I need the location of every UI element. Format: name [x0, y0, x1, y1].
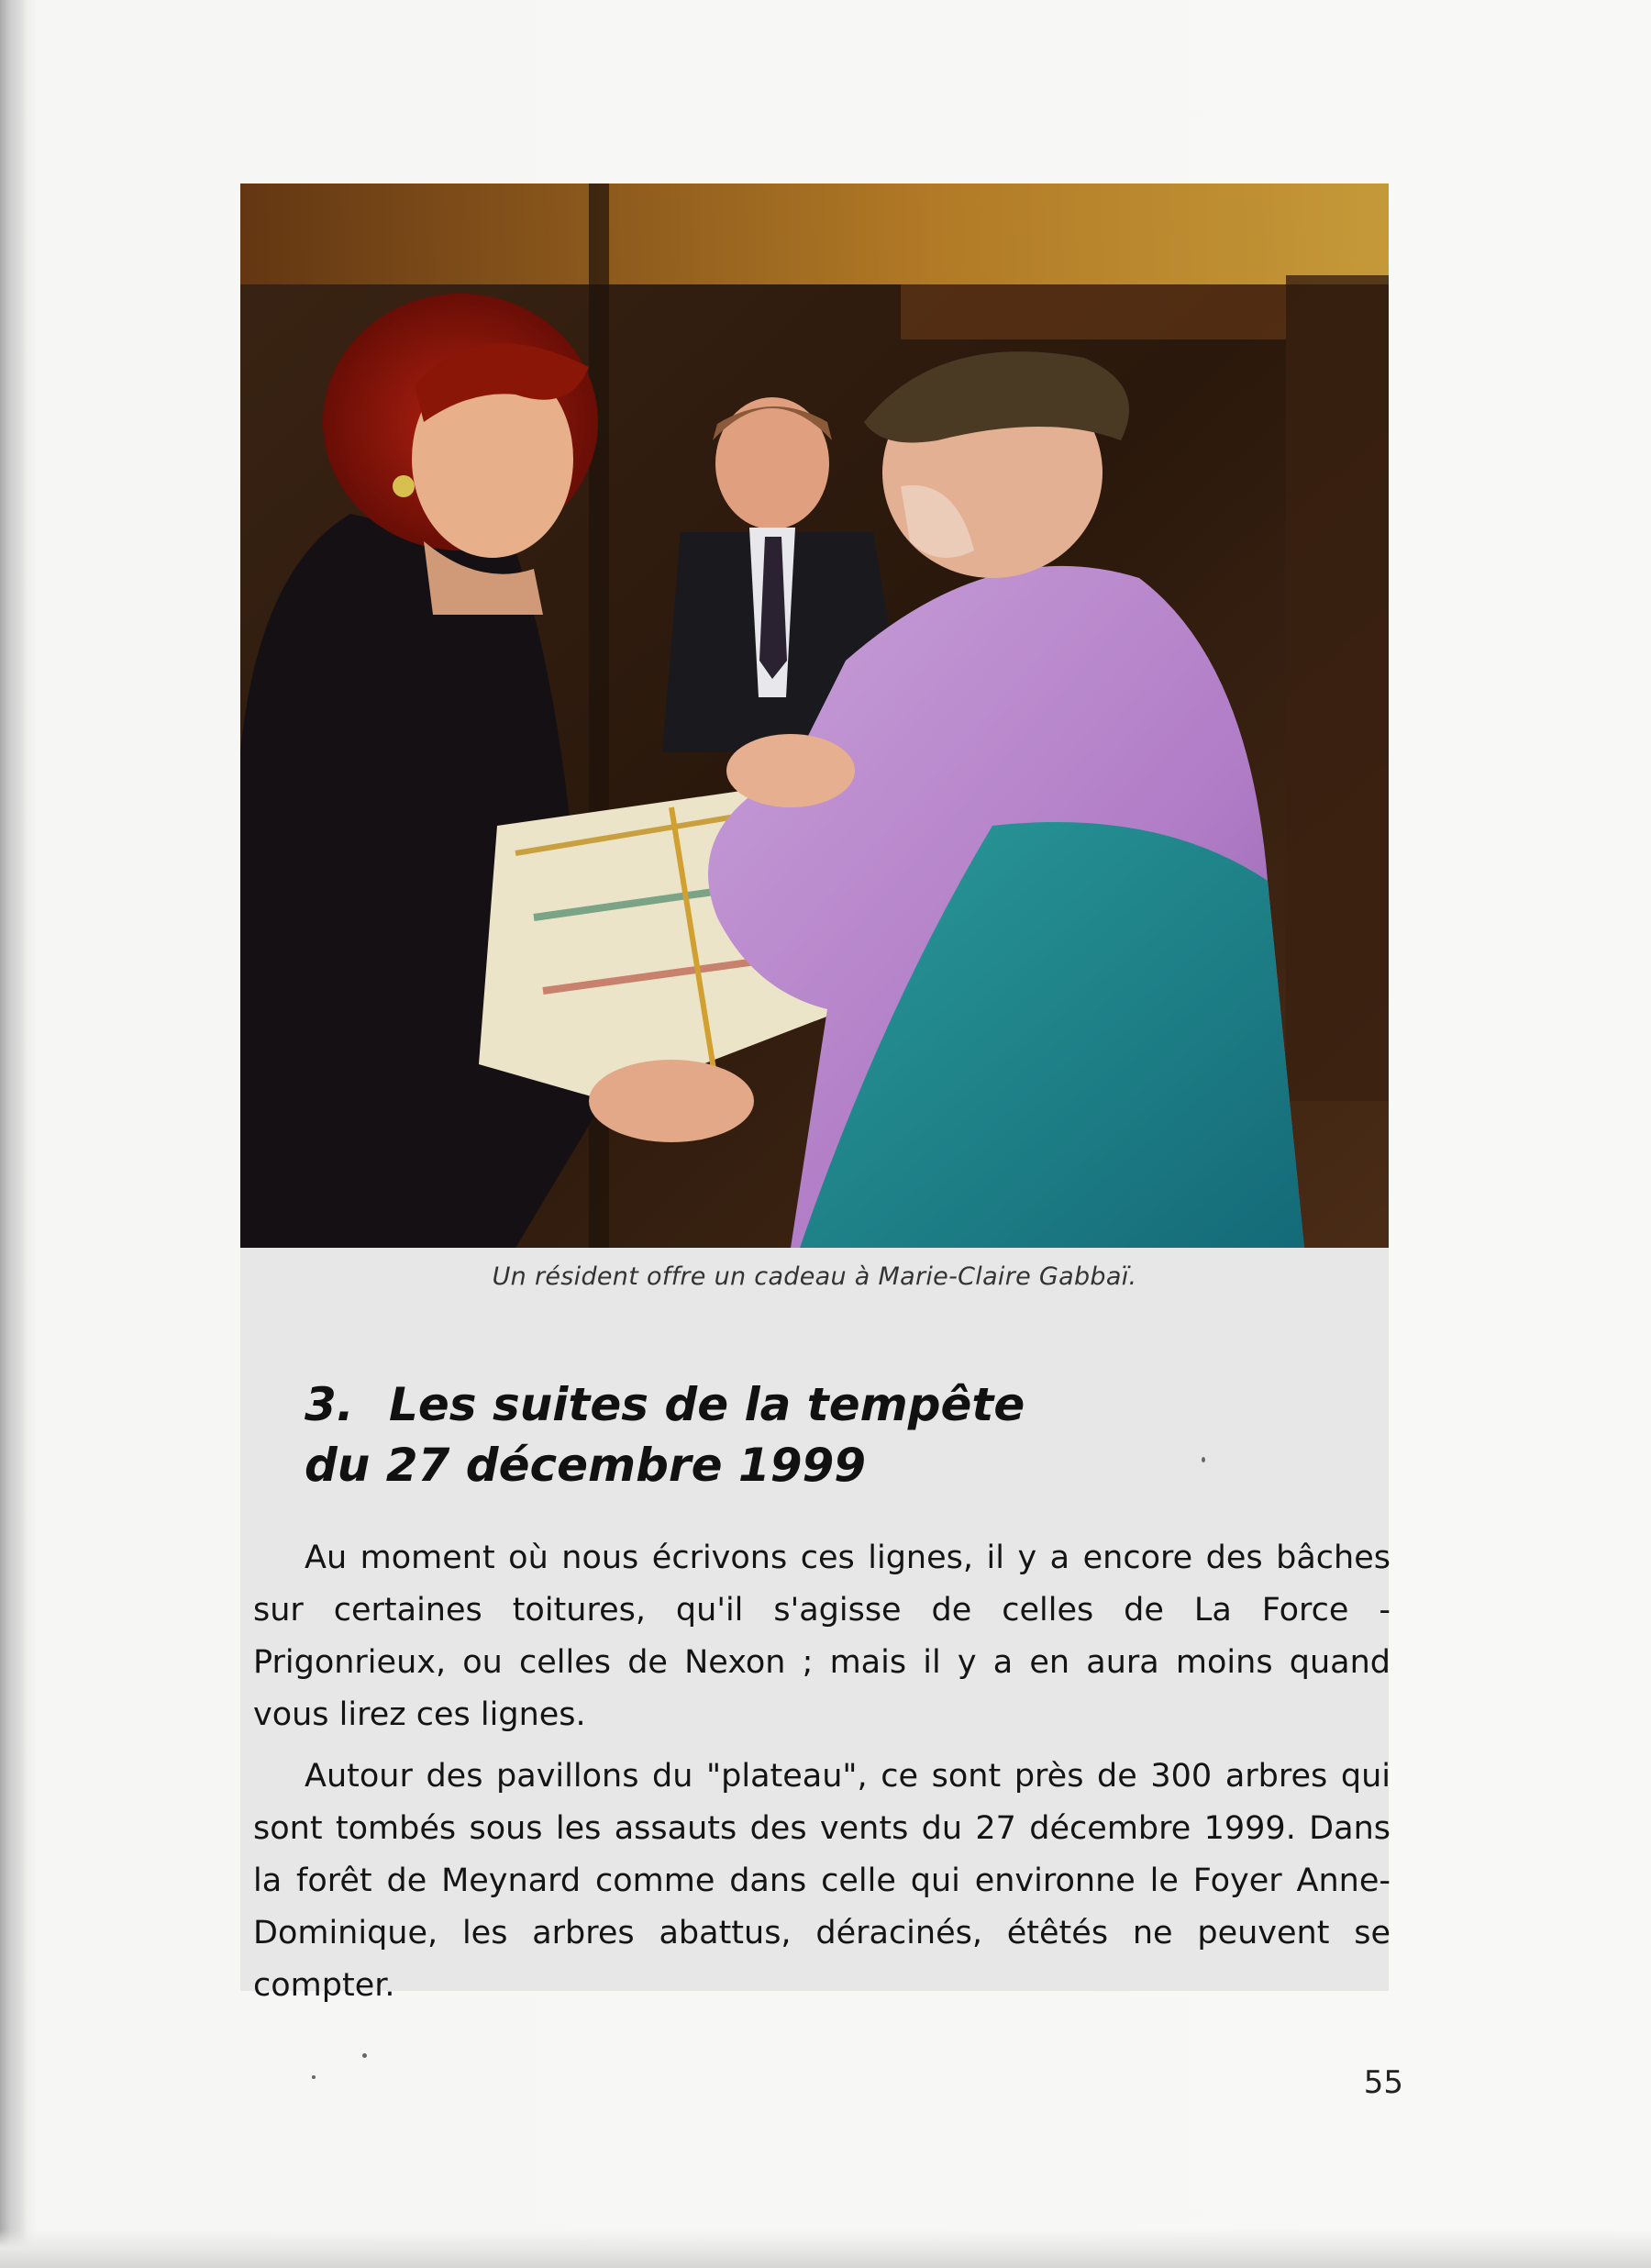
photo-illustration: [240, 183, 1389, 1248]
print-speck: [362, 2053, 367, 2058]
body-text: [253, 1532, 1391, 2021]
photo-gift-exchange: [240, 183, 1389, 1248]
paragraph: Au moment où nous écrivons ces lignes, il y a encore des bâches sur certaines toitures, qu'il s'agisse de celles de La Force - Prigonrieux, ou celles de Nexon ; mais il y a en aura moins quand vous lirez ces lignes.: [253, 1540, 1391, 1733]
paragraph: Autour des pavillons du "plateau", ce sont près de 300 arbres qui sont tombés sous les assauts des vents du 27 décembre 1999. Dans la forêt de Meynard comme dans celle qui environne le Foyer Anne-Dominique, les arbres abattus, déracinés, étêtés ne peuvent se compter.: [253, 1758, 1391, 2004]
book-spine-shadow: [0, 0, 28, 2268]
print-speck: [1202, 1457, 1205, 1462]
section-number: 3.: [305, 1378, 354, 1431]
page-number: 55: [1363, 2064, 1403, 2101]
section-title-line2: du 27 décembre 1999: [305, 1439, 867, 1492]
photo-caption: Un résident offre un cadeau à Marie-Claire Gabbaï.: [492, 1262, 1137, 1291]
section-title-line1: Les suites de la tempête: [389, 1378, 1025, 1431]
page-bottom-edge: [0, 2229, 1651, 2268]
section-heading: [305, 1374, 1387, 1495]
print-speck: [312, 2075, 316, 2079]
